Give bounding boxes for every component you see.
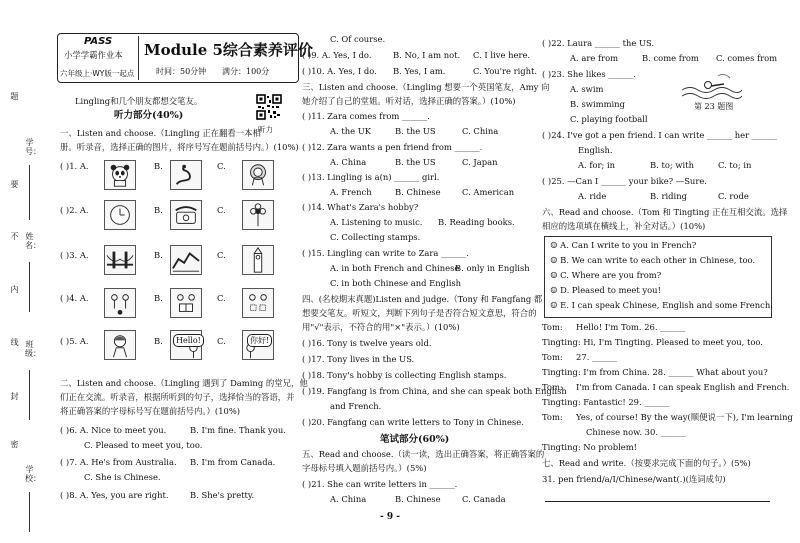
series-name: 小学学霸作业本 — [64, 50, 123, 60]
q21-option-a: A. China — [330, 494, 367, 504]
q31-text: 31. pen friend/a/I/Chinese/want(.)(连词成句) — [542, 474, 726, 484]
dialogue-line: Tingting: Hi, I'm Tingting. Pleased to meet you, too. — [542, 337, 763, 347]
q21-option-c: C. Canada — [462, 494, 506, 504]
lion-picture — [242, 160, 274, 190]
edge-not: 不 — [10, 232, 19, 241]
q20-text: ( )20. Fangfang can write letters to Tony in Chinese. — [302, 417, 524, 427]
sec3-instructions: 三、Listen and choose.（Lingling 想要一个英国笔友，Amy 向 — [302, 82, 550, 92]
dialogue-line: Tom: 27. ______ — [542, 352, 618, 362]
q13-option-a: A. French — [330, 187, 372, 197]
q6-option-c: C. Pleased to meet you, too. — [84, 440, 203, 450]
great-wall-picture — [170, 245, 202, 275]
sec3-instructions: 她介绍了自己的堂姐。听对话，选择正确的答案。）(10%) — [302, 96, 516, 106]
edge-line — [29, 165, 30, 220]
chat-icon: ☺ — [550, 255, 561, 265]
chat-icon: ☺ — [550, 300, 561, 310]
q11-text: ( )11. Zara comes from ______. — [302, 111, 430, 121]
edge-name: 姓名： — [25, 232, 41, 250]
q15-text: ( )15. Lingling can write to Zara ______. — [302, 248, 469, 258]
sec2-instructions: 将正确答案的字母标号写在题前括号内。）(10%) — [60, 406, 241, 416]
q24-text: ( )24. I've got a pen friend. I can write ______ her ______ — [542, 130, 777, 140]
dialogue-line-cont: Chinese now. 30. ______ — [586, 427, 686, 437]
q31-answer-line[interactable] — [545, 501, 770, 502]
q7-option-c: C. She is Chinese. — [84, 472, 161, 482]
q15-option-a: A. in both French and Chinese — [330, 263, 460, 273]
q13-option-b: B. Chinese — [395, 187, 441, 197]
girl-picture — [104, 330, 136, 360]
dialogue-line: Tingting: I'm from China. 28. ______ What about you? — [542, 367, 768, 377]
q11-option-c: C. China — [462, 126, 499, 136]
swimming-picture — [680, 70, 742, 100]
q5-c-label: C. — [217, 336, 226, 346]
q4-c-label: C. — [217, 293, 226, 303]
time-label: 时间：50分钟 — [156, 67, 207, 76]
written-part-heading: 笔试部分(60%) — [380, 434, 450, 445]
q17-text: ( )17. Tony lives in the US. — [302, 354, 415, 364]
edge-student-no: 学号： — [25, 138, 41, 156]
kids-stamps-picture — [242, 288, 274, 318]
q22-option-a: A. are from — [570, 53, 619, 63]
q13-option-c: C. American — [462, 187, 515, 197]
q16-text: ( )16. Tony is twelve years old. — [302, 338, 432, 348]
sec6-instructions: 六、Read and choose.（Tom 和 Tingting 正在互相交流。选择 — [542, 207, 788, 217]
q7-option-b: B. I'm from Canada. — [190, 457, 276, 467]
q24-text-cont: English. — [578, 145, 613, 155]
page-title: Module 5综合素养评价 — [144, 41, 313, 59]
q2-c-label: C. — [217, 205, 226, 215]
option-d: ☺ D. Pleased to meet you! — [550, 285, 661, 295]
q23-caption: 第 23 题图 — [694, 102, 734, 111]
q6-option-a: ( )6. A. Nice to meet you. — [60, 425, 167, 435]
option-e: ☺ E. I can speak Chinese, English and some French. — [550, 300, 773, 310]
q8-option-a: ( )8. A. Yes, you are right. — [60, 490, 169, 500]
q6-option-b: B. I'm fine. Thank you. — [190, 425, 286, 435]
dialogue-line: Tom: I'm from Canada. I can speak English and French. — [542, 382, 790, 392]
q11-option-b: B. the US — [395, 126, 436, 136]
q1-b-label: B. — [154, 161, 163, 171]
q23-option-b: B. swimming — [570, 99, 625, 109]
q22-option-b: B. come from — [642, 53, 699, 63]
edge-line-char: 线 — [10, 338, 19, 347]
q19-text: ( )19. Fangfang is from China, and she can speak both English — [302, 386, 567, 396]
q25-option-a: A. ride — [578, 191, 607, 201]
sec5-instructions: 五、Read and choose.（读一读，选出正确答案，将正确答案的 — [302, 449, 545, 459]
sec4-instructions: 四、(名校期末真题)Listen and judge.（Tony 和 Fangfang 都 — [302, 294, 543, 304]
q22-option-c: C. comes from — [716, 53, 778, 63]
q1-c-label: C. — [217, 161, 226, 171]
edge-answer: 要 — [10, 180, 19, 189]
q14-option-c: C. Collecting stamps. — [330, 232, 421, 242]
q14-option-b: B. Reading books. — [438, 217, 515, 227]
q25-option-c: C. rode — [718, 191, 749, 201]
q23-option-c: C. playing football — [570, 114, 648, 124]
edge-school: 学校： — [25, 465, 41, 483]
big-ben-picture — [242, 245, 274, 275]
q1-number: ( )1. A. — [60, 161, 89, 171]
q12-option-c: C. Japan — [462, 157, 498, 167]
q9-option-b: B. No, I am not. — [393, 50, 461, 60]
option-b: ☺ B. We can write to each other in Chinese, too. — [550, 255, 756, 265]
q5-number: ( )5. A. — [60, 336, 89, 346]
page-number: - 9 - — [380, 512, 400, 522]
chat-icon: ☺ — [550, 240, 561, 250]
sec1-instructions: 册。听录音，选择正确的图片，将序号写在题前括号内。）(10%) — [60, 142, 299, 152]
dialogue-line: Tom: Yes, of course! By the way(顺便说一下), I'm learning — [542, 412, 793, 422]
q13-text: ( )13. Lingling is a(n) ______ girl. — [302, 172, 440, 182]
q10-option-b: B. Yes, I am. — [393, 66, 446, 76]
edge-dense: 密 — [10, 440, 19, 449]
snake-picture — [170, 160, 202, 190]
q3-number: ( )3. A. — [60, 250, 89, 260]
sec2-instructions: 们正在交流。听录音，根据所听到的句子，选择恰当的答语，并 — [60, 392, 295, 402]
q2-number: ( )2. A. — [60, 205, 89, 215]
clock-picture — [104, 200, 136, 230]
kids-football-picture — [104, 288, 136, 318]
sec5-instructions: 字母标号填入题前括号内。）(5%) — [302, 463, 427, 473]
q19-text-cont: and French. — [330, 401, 382, 411]
q9-option-a: ( )9. A. Yes, I do. — [302, 50, 372, 60]
telephone-picture — [170, 200, 202, 230]
q14-text: ( )14. What's Zara's hobby? — [302, 202, 419, 212]
kids-reading-picture — [170, 288, 202, 318]
q25-text: ( )25. —Can I ______ your bike? —Sure. — [542, 176, 707, 186]
q23-option-a: A. swim — [570, 84, 604, 94]
sec6-instructions: 相应的选项填在横线上，补全对话。）(10%) — [542, 221, 706, 231]
listen-label: 听力 — [258, 125, 273, 134]
q14-option-a: A. Listening to music. — [330, 217, 423, 227]
edge-seal: 封 — [10, 392, 19, 401]
q24-option-c: C. to; in — [718, 160, 752, 170]
edge-title-mark: 题 — [10, 92, 19, 101]
q4-number: ( )4. A. — [60, 293, 89, 303]
sec4-instructions: 想要交笔友。听短文，判断下列句子是否符合短文意思，符合的 — [302, 308, 537, 318]
chat-icon: ☺ — [550, 285, 561, 295]
header-divider — [138, 36, 139, 80]
dialogue-line: Tingting: Fantastic! 29. ______ — [542, 397, 670, 407]
q7-option-a: ( )7. A. He's from Australia. — [60, 457, 177, 467]
q5-b-label: B. — [154, 336, 163, 346]
q2-b-label: B. — [154, 205, 163, 215]
sec7-instructions: 七、Read and write.（按要求完成下面的句子。）(5%) — [542, 458, 751, 468]
grade-label: 六年级上·WY版一起点 — [60, 69, 135, 78]
q9-option-c: C. I live here. — [473, 50, 531, 60]
q23-text: ( )23. She likes ______. — [542, 69, 637, 79]
edge-class: 班级： — [25, 340, 41, 358]
q11-option-a: A. the UK — [330, 126, 372, 136]
panda-picture — [104, 160, 136, 190]
option-c: ☺ C. Where are you from? — [550, 270, 662, 280]
dialogue-line: Tingting: No problem! — [542, 442, 638, 452]
q24-option-b: B. to; with — [650, 160, 694, 170]
q21-text: ( )21. She can write letters in ______. — [302, 479, 458, 489]
sec1-instructions: 一、Listen and choose.（Lingling 正在翻看一本相 — [60, 128, 261, 138]
edge-line — [29, 492, 30, 532]
q25-option-b: B. riding — [650, 191, 687, 201]
edge-line — [29, 262, 30, 312]
intro-text: Lingling和几个朋友都想交笔友。 — [75, 96, 203, 106]
q22-text: ( )22. Laura ______ the US. — [542, 38, 655, 48]
q8-option-b: B. She's pretty. — [190, 490, 255, 500]
q15-option-b: B. only in English — [455, 263, 530, 273]
q4-b-label: B. — [154, 293, 163, 303]
edge-inside: 内 — [10, 285, 19, 294]
q12-option-a: A. China — [330, 157, 367, 167]
q12-option-b: B. the US — [395, 157, 436, 167]
score-label: 满分：100分 — [222, 67, 270, 76]
chat-icon: ☺ — [550, 270, 561, 280]
nihao-bubble: 你好! — [247, 334, 272, 347]
q24-option-a: A. for; in — [578, 160, 616, 170]
qr-code[interactable] — [256, 94, 282, 120]
q21-option-b: B. Chinese — [395, 494, 441, 504]
sec2-instructions: 二、Listen and choose.（Lingling 遇到了 Daming 的堂兄，他 — [60, 378, 308, 388]
q10-option-c: C. You're right. — [473, 66, 538, 76]
q3-c-label: C. — [217, 250, 226, 260]
dialogue-line: Tom: Hello! I'm Tom. 26. ______ — [542, 322, 686, 332]
flower-picture — [242, 200, 274, 230]
hello-bubble: Hello! — [173, 334, 204, 347]
pass-logo: PASS — [84, 36, 113, 47]
edge-line — [29, 370, 30, 420]
sec4-instructions: 用"√"表示，不符合的用"×"表示。）(10%) — [302, 322, 460, 332]
q3-b-label: B. — [154, 250, 163, 260]
option-a: ☺ A. Can I write to you in French? — [550, 240, 697, 250]
listening-part-heading: 听力部分(40%) — [114, 110, 184, 121]
q18-text: ( )18. Tony's hobby is collecting English stamps. — [302, 370, 507, 380]
bridge-picture — [104, 245, 136, 275]
q12-text: ( )12. Zara wants a pen friend from ______. — [302, 142, 483, 152]
q8-option-c: C. Of course. — [330, 34, 386, 44]
q15-option-c: C. in both Chinese and English — [330, 278, 462, 288]
q10-option-a: ( )10. A. Yes, I do. — [302, 66, 377, 76]
